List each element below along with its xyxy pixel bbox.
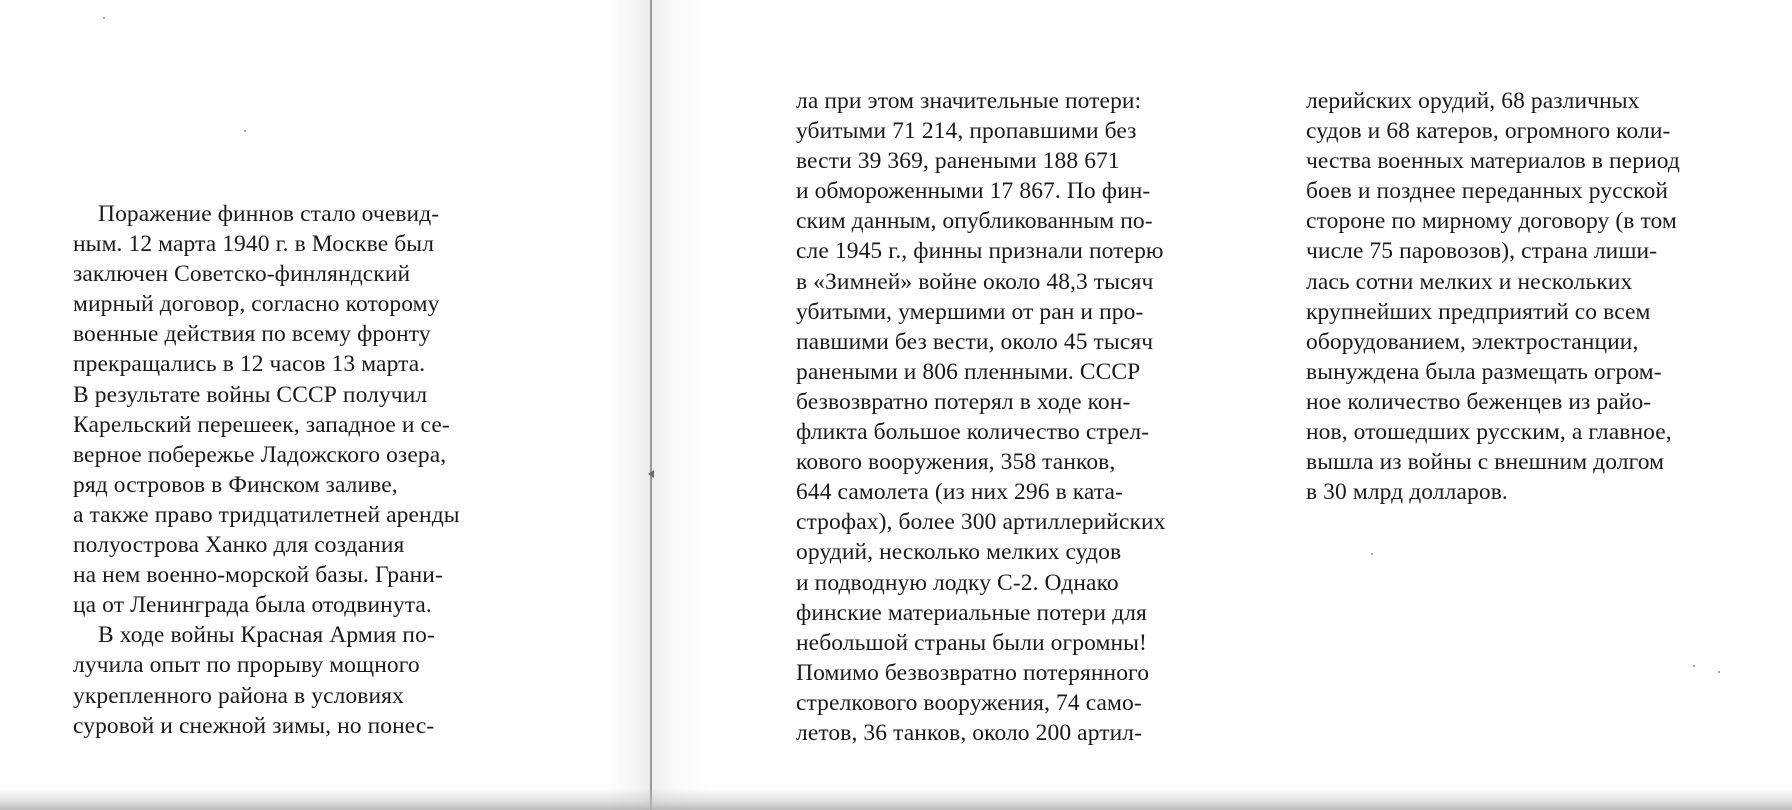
text-line: Помимо безвозвратно потерянного <box>796 659 1150 686</box>
text-line: лась сотни мелких и нескольких <box>1306 268 1633 295</box>
text-line: ным. 12 марта 1940 г. в Москве был <box>73 231 435 258</box>
text-line: 644 самолета (из них 296 в ката- <box>796 479 1123 506</box>
text-line: военные действия по всему фронту <box>73 321 431 348</box>
text-line: ряд островов в Финском заливе, <box>73 471 398 498</box>
scan-speck <box>244 130 246 132</box>
text-line: сле 1945 г., финны признали потерю <box>796 238 1164 265</box>
text-line: чества военных материалов в период <box>1306 148 1680 175</box>
text-line: летов, 36 танков, около 200 артил- <box>796 719 1143 746</box>
text-line: полуострова Ханко для создания <box>73 532 405 559</box>
text-line: ла при этом значительные потери: <box>796 88 1142 114</box>
text-line: судов и 68 катеров, огромного коли- <box>1306 118 1671 145</box>
text-line: ранеными и 806 пленными. СССР <box>796 358 1141 385</box>
text-line: укрепленного района в условиях <box>73 682 404 709</box>
scan-bottom-shadow <box>0 788 1792 810</box>
text-line: убитыми 71 214, пропавшими без <box>796 118 1137 145</box>
text-line: и подводную лодку С-2. Однако <box>796 569 1119 596</box>
text-line: орудий, несколько мелких судов <box>796 539 1122 566</box>
text-line: безвозвратно потерял в ходе кон- <box>796 388 1131 415</box>
text-line: суровой и снежной зимы, но понес- <box>73 712 435 739</box>
text-column-1 <box>73 199 460 741</box>
text-line: стрелкового вооружения, 74 само- <box>796 689 1142 716</box>
text-line: ца от Ленинграда была отодвинута. <box>73 592 432 619</box>
text-line: в «Зимней» войне около 48,3 тысяч <box>796 268 1154 295</box>
scan-speck <box>1371 553 1373 555</box>
text-line: ским данным, опубликованным по- <box>796 208 1153 235</box>
text-line: в 30 млрд долларов. <box>1306 479 1508 506</box>
text-line: Поражение финнов стало очевид- <box>98 201 440 227</box>
text-line: верное побережье Ладожского озера, <box>73 441 447 468</box>
text-column-3 <box>1306 86 1680 507</box>
text-line: вышла из войны с внешним долгом <box>1306 449 1665 476</box>
text-line: небольшой страны были огромны! <box>796 629 1147 656</box>
text-line: стороне по мирному договору (в том <box>1306 208 1677 235</box>
scan-speck <box>1693 665 1695 667</box>
text-line: мирный договор, согласно которому <box>73 291 440 318</box>
text-line: а также право тридцатилетней аренды <box>73 501 460 528</box>
text-line: и обмороженными 17 867. По фин- <box>796 178 1151 205</box>
text-line: убитыми, умершими от ран и про- <box>796 298 1144 325</box>
text-line: вести 39 369, ранеными 188 671 <box>796 148 1120 175</box>
text-line: павшими без вести, около 45 тысяч <box>796 328 1154 355</box>
text-line: прекращались в 12 часов 13 марта. <box>73 351 426 378</box>
scan-speck <box>1718 671 1720 673</box>
text-line: В результате войны СССР получил <box>73 381 428 408</box>
text-line: заключен Советско-финляндский <box>73 261 411 288</box>
text-line: нов, отошедших русским, а главное, <box>1306 419 1672 446</box>
text-line: боев и позднее переданных русской <box>1306 178 1669 205</box>
text-line: ное количество беженцев из райо- <box>1306 388 1652 415</box>
text-line: лерийских орудий, 68 различных <box>1306 88 1640 114</box>
text-line: В ходе войны Красная Армия по- <box>98 622 435 649</box>
text-line: Карельский перешеек, западное и се- <box>73 411 450 438</box>
text-line: числе 75 паровозов), страна лиши- <box>1306 238 1658 265</box>
text-line: вынуждена была размещать огром- <box>1306 358 1662 385</box>
scan-speck <box>103 17 105 19</box>
text-column-2 <box>796 86 1166 748</box>
text-line: строфах), более 300 артиллерийских <box>796 509 1166 536</box>
text-line: лучила опыт по прорыву мощного <box>73 652 420 679</box>
text-line: крупнейших предприятий со всем <box>1306 298 1651 325</box>
text-line: финские материальные потери для <box>796 599 1147 626</box>
text-line: фликта большое количество стрел- <box>796 419 1150 446</box>
text-line: оборудованием, электростанции, <box>1306 328 1639 355</box>
text-line: кового вооружения, 358 танков, <box>796 449 1116 476</box>
book-spine <box>650 0 652 810</box>
text-line: на нем военно-морской базы. Грани- <box>73 562 443 589</box>
